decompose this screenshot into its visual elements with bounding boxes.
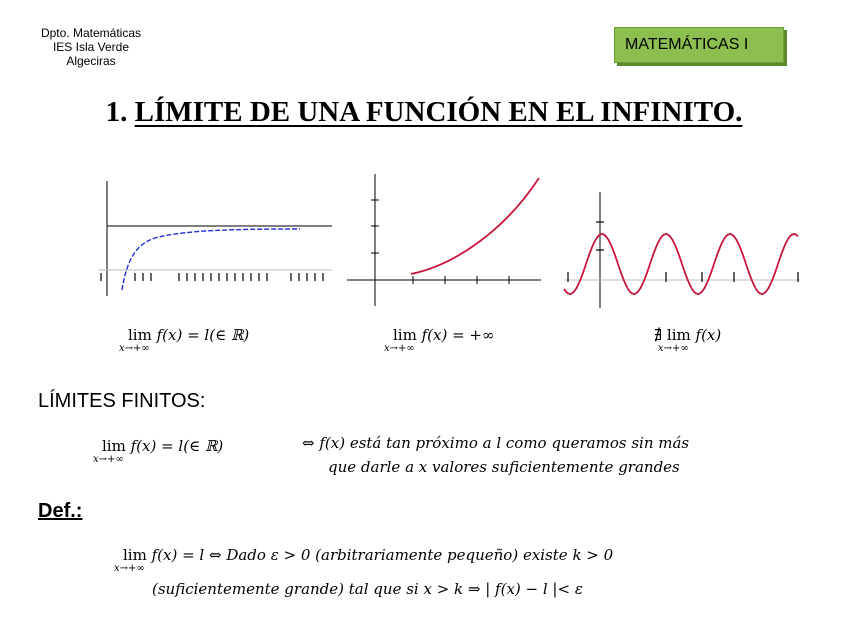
caption3-lim: lim [666,326,691,344]
caption2-lim: lim [393,326,417,344]
caption2-expr: f(x) = +∞ [421,326,495,344]
finite-limits-heading: LÍMITES FINITOS: [38,390,206,412]
definition-label: Def.: [38,500,83,522]
graph1-ticks [101,273,323,281]
graph-infinite-limit [345,170,545,310]
title-number: 1. [105,96,128,128]
definition-line2: (suficientemente grande) tal que si x > k ⇒ | f(x) − l |< ε [152,580,583,598]
graph2-curve [411,178,539,274]
caption1-sub: x→+∞ [119,343,150,354]
definition-sub: x→+∞ [114,563,145,574]
subject-badge-label: MATEMÁTICAS I [625,36,749,53]
caption2-sub: x→+∞ [384,343,415,354]
caption1-expr: f(x) = l(∈ ℝ) [156,326,250,344]
page-title [0,96,848,129]
graph3-ticks [568,222,798,282]
finite-expr: f(x) = l(∈ ℝ) [130,437,224,455]
caption1-lim: lim [128,326,152,344]
finite-explanation-line2: que darle a x valores suficientemente grandes [328,458,680,476]
finite-lim: lim [102,437,126,455]
graph-finite-limit [95,178,335,300]
definition-lim: lim [123,546,147,564]
graph3-curve [564,234,798,294]
school-name: IES Isla Verde [52,40,130,54]
caption-graph2 [384,326,495,354]
caption3-sub: x→+∞ [657,343,689,354]
graph-no-limit [562,190,802,310]
definition-text1: f(x) = l ⇔ Dado ε > 0 (arbitrariamente pequeño) existe k > 0 [151,546,614,564]
caption-graph1 [119,326,250,354]
caption3-expr: f(x) [695,326,722,344]
department-name: Dpto. Matemáticas [40,26,142,40]
caption-graph3 [654,326,722,354]
finite-limit-formula [93,437,224,465]
finite-sub: x→+∞ [93,454,124,465]
graph2-ticks [371,200,509,284]
school-info [36,26,146,68]
subject-badge [614,27,784,63]
finite-explanation-line1: ⇔ f(x) está tan próximo a l como queramos sin más [302,434,690,452]
city-name: Algeciras [66,54,116,68]
title-text: LÍMITE DE UNA FUNCIÓN EN EL INFINITO. [134,96,743,128]
caption3-prefix: ∄ [654,326,663,344]
definition-line1 [114,546,614,574]
